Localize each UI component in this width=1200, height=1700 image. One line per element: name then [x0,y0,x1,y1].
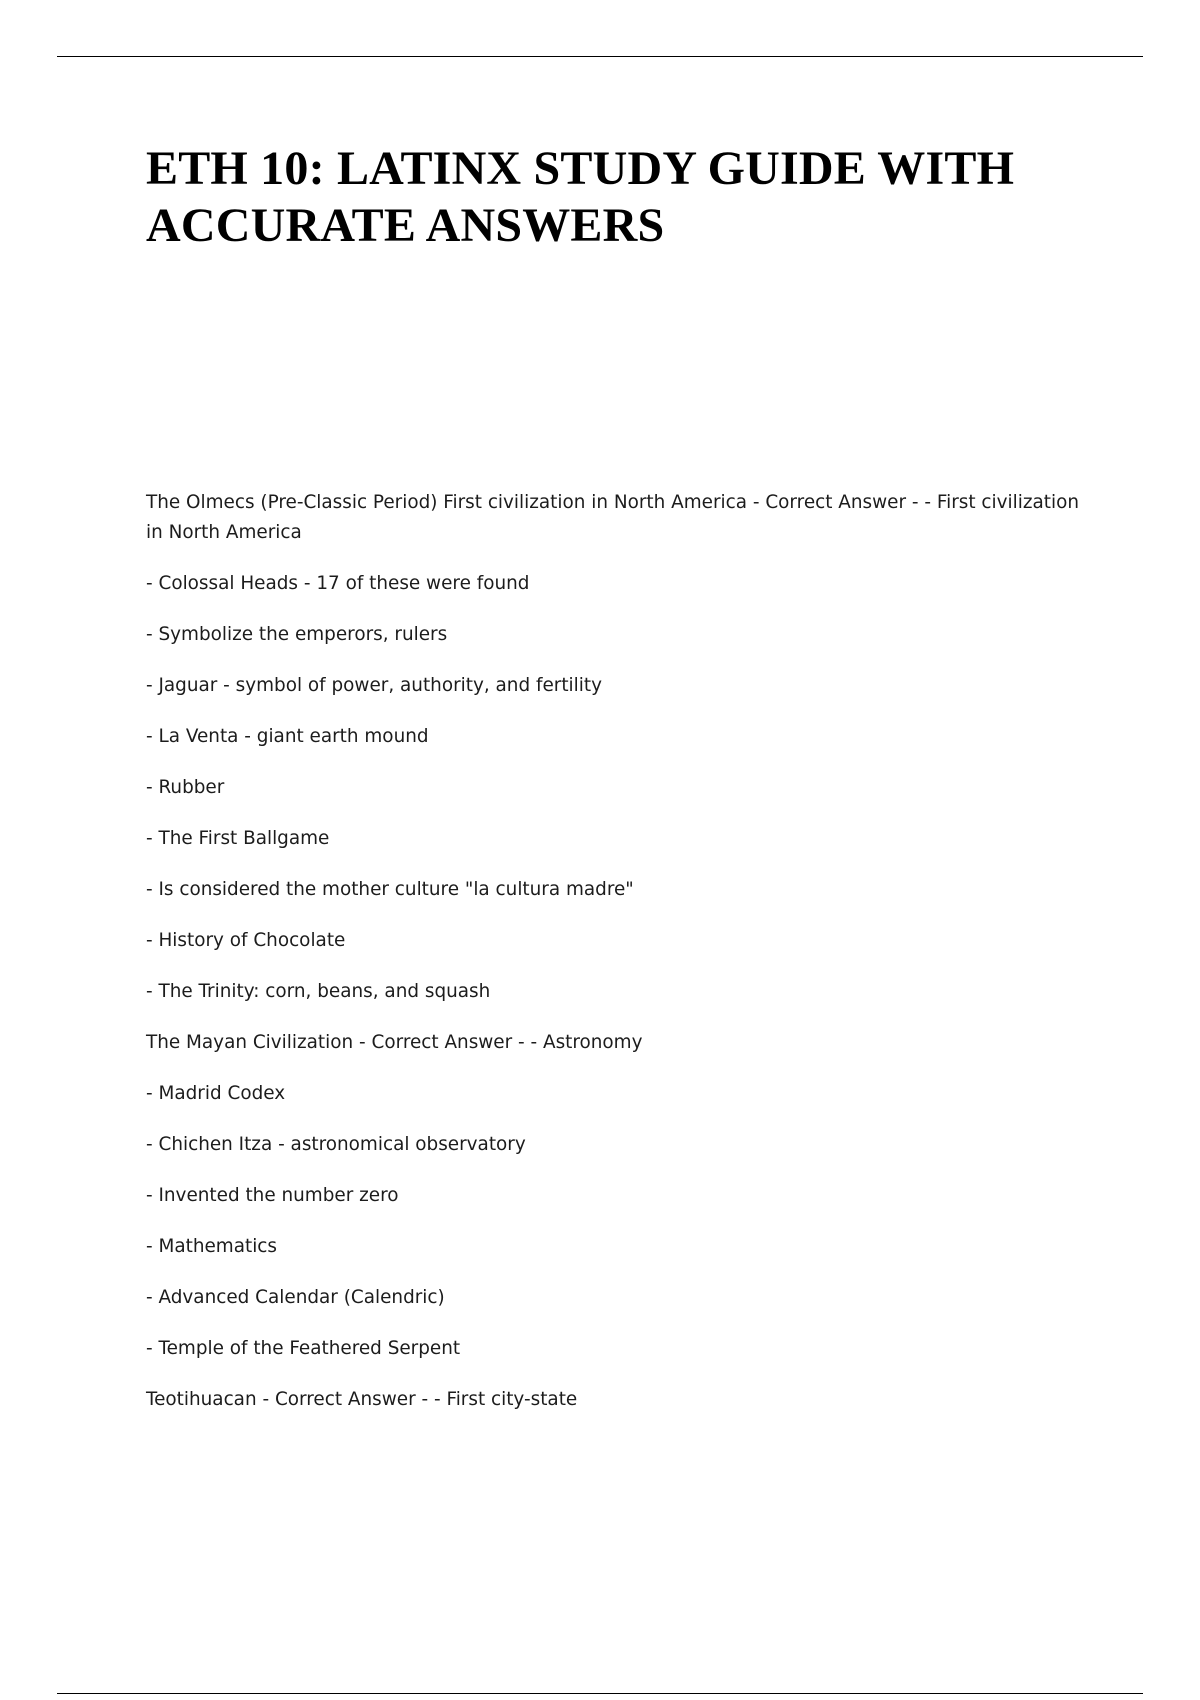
entry-teotihuacan: Teotihuacan - Correct Answer - - First city-state [146,1389,578,1410]
top-rule [57,56,1143,57]
entry-chichen-itza: - Chichen Itza - astronomical observatory [146,1134,526,1155]
entry-number-zero: - Invented the number zero [146,1185,399,1206]
entry-olmecs: The Olmecs (Pre-Classic Period) First civilization in North America - Correct Answer - - First civilization in North America [146,492,1079,543]
document-title: ETH 10: LATINX STUDY GUIDE WITH ACCURATE ANSWERS [146,142,1015,252]
entry-rubber: - Rubber [146,777,225,798]
entry-emperors: - Symbolize the emperors, rulers [146,624,448,645]
bottom-rule [57,1693,1143,1694]
entry-jaguar: - Jaguar - symbol of power, authority, and fertility [146,675,602,696]
entry-trinity: - The Trinity: corn, beans, and squash [146,981,491,1002]
entry-mother-culture: - Is considered the mother culture "la cultura madre" [146,879,634,900]
entry-mathematics: - Mathematics [146,1236,277,1257]
entry-madrid-codex: - Madrid Codex [146,1083,286,1104]
entry-la-venta: - La Venta - giant earth mound [146,726,429,747]
entry-mayan: The Mayan Civilization - Correct Answer - - Astronomy [146,1032,643,1053]
document-body [146,488,1096,1436]
entry-feathered-serpent: - Temple of the Feathered Serpent [146,1338,461,1359]
entry-chocolate: - History of Chocolate [146,930,346,951]
entry-ballgame: - The First Ballgame [146,828,330,849]
entry-colossal-heads: - Colossal Heads - 17 of these were found [146,573,530,594]
entry-calendar: - Advanced Calendar (Calendric) [146,1287,445,1308]
